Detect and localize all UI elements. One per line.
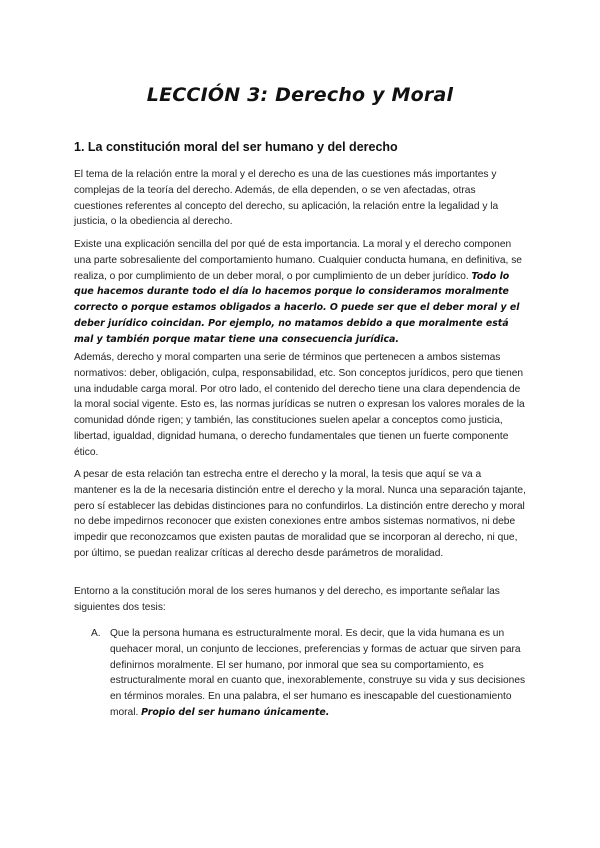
paragraph-2-emphasis: Todo lo que hacemos durante todo el día lo hacemos porque lo consideramos moralmente correcto o porque estamos obligados a hacerlo. O puede ser que el deber moral y el deber jurídico coincidan. Por ejemplo, no matamos debido a que moralmente está mal y también porque matar tiene una consecuencia jurídica.	[74, 270, 520, 345]
paragraph-3: Además, derecho y moral comparten una serie de términos que pertenecen a ambos sistemas normativos: deber, obligación, culpa, responsabilidad, etc. Son conceptos jurídicos, pero que tienen una indudable carga moral. Por otro lado, el contenido del derecho tiene una clara dependencia de la moral social vigente. Esto es, las normas jurídicas se nutren o expresan los valores morales de la comunidad dónde rigen; y también, las constituciones suelen apelar a conceptos como justicia, libertad, igualdad, dignidad humana, o derecho fundamentales que tienen un fuerte componente ético.	[74, 352, 525, 458]
paragraph-5: Entorno a la constitución moral de los seres humanos y del derecho, es importante señalar las siguientes dos tesis:	[74, 586, 500, 613]
list-item-text	[110, 626, 526, 721]
section-heading: 1. La constitución moral del ser humano y del derecho	[74, 140, 398, 154]
paragraph-2	[74, 237, 526, 348]
list-item-emphasis: Propio del ser humano únicamente.	[141, 706, 330, 718]
page-title: LECCIÓN 3: Derecho y Moral	[146, 84, 454, 106]
paragraph-2-text: Existe una explicación sencilla del por qué de esta importancia. La moral y el derecho componen una parte sobresaliente del comportamiento humano. Cualquier conducta humana, en definitiva, se realiza, o por cumplimiento de un deber moral, o por cumplimiento de un deber jurídico.	[74, 239, 522, 282]
list-item-body: Que la persona humana es estructuralmente moral. Es decir, que la vida humana es un quehacer moral, un conjunto de lecciones, preferencias y formas de actuar que sirven para definirnos moralmente. El ser humano, por inmoral que sea su comportamiento, es estructuralmente moral en cuanto que, inexorablemente, construye su vida y sus decisiones en términos morales. En una palabra, el ser humano es inescapable del cuestionamiento moral.	[110, 628, 526, 718]
paragraph-1: El tema de la relación entre la moral y el derecho es una de las cuestiones más importantes y complejas de la teoría del derecho. Además, de ella dependen, o se ven afectadas, otras cuestiones referentes al concepto del derecho, su aplicación, la relación entre la legalidad y la justicia, o la obediencia al derecho.	[74, 169, 499, 228]
paragraph-4: A pesar de esta relación tan estrecha entre el derecho y la moral, la tesis que aquí se va a mantener es la de la necesaria distinción entre el derecho y la moral. Nunca una separación tajante, pero sí establecer las debidas distinciones para no confundirlos. La distinción entre derecho y moral no debe impedirnos reconocer que existen conexiones entre ambos sistemas normativos, ni debe impedir que reconozcamos que existen pautas de moralidad que se incorporan al derecho, ni que, por último, se puedan realizar críticas al derecho desde parámetros de moralidad.	[74, 469, 526, 559]
list-marker: A.	[91, 628, 101, 639]
